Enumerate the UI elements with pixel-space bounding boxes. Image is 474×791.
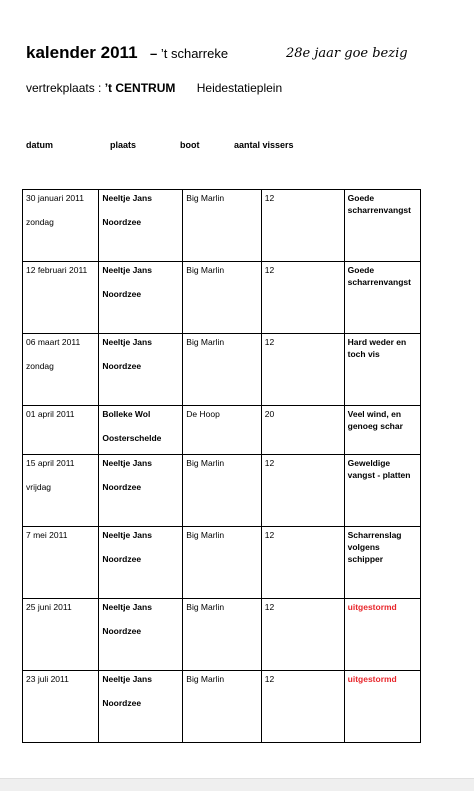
place-name: Neeltje Jans (102, 193, 152, 203)
place-cell (99, 406, 183, 455)
note-text: Hard weder en toch vis (347, 337, 407, 359)
departure-line (26, 81, 282, 95)
date-cell (23, 190, 99, 262)
place-name: Neeltje Jans (102, 458, 152, 468)
boat-name: Big Marlin (186, 530, 225, 540)
table-row (23, 527, 421, 599)
boat-cell (183, 190, 262, 262)
boat-cell (183, 406, 262, 455)
place-name: Neeltje Jans (102, 674, 152, 684)
handwritten-note: 28e jaar goe bezig (286, 46, 408, 61)
note-cell (344, 671, 420, 743)
day-text: zondag (26, 361, 54, 371)
date-text: 15 april 2011 (26, 458, 75, 468)
anglers-count: 12 (264, 458, 275, 468)
place-cell (99, 599, 183, 671)
date-text: 12 februari 2011 (26, 265, 88, 275)
date-text: 01 april 2011 (26, 409, 75, 419)
date-text: 23 juli 2011 (26, 674, 69, 684)
boat-name: Big Marlin (186, 193, 225, 203)
calendar-table (22, 189, 421, 743)
note-text: Veel wind, en genoeg schar (347, 409, 403, 431)
anglers-count: 12 (264, 530, 275, 540)
anglers-cell (261, 455, 344, 527)
boat-cell (183, 527, 262, 599)
page-title: kalender 2011 (26, 43, 138, 62)
note-text: Geweldige vangst - platten (347, 458, 411, 480)
table-row (23, 262, 421, 334)
table-row (23, 190, 421, 262)
departure-label: vertrekplaats : (26, 81, 102, 95)
boat-name: Big Marlin (186, 337, 225, 347)
day-text: vrijdag (26, 482, 52, 492)
note-text: uitgestormd (347, 602, 397, 612)
note-cell (344, 527, 420, 599)
date-cell (23, 599, 99, 671)
table-row (23, 671, 421, 743)
water-name: Noordzee (102, 554, 142, 564)
place-cell (99, 190, 183, 262)
anglers-count: 12 (264, 337, 275, 347)
date-text: 7 mei 2011 (26, 530, 68, 540)
date-cell (23, 334, 99, 406)
note-cell (344, 599, 420, 671)
place-cell (99, 527, 183, 599)
column-header-boat: boot (180, 140, 200, 150)
boat-name: Big Marlin (186, 674, 225, 684)
date-cell (23, 527, 99, 599)
anglers-count: 12 (264, 265, 275, 275)
anglers-cell (261, 334, 344, 406)
date-text: 30 januari 2011 (26, 193, 84, 203)
anglers-cell (261, 262, 344, 334)
water-name: Noordzee (102, 289, 142, 299)
anglers-cell (261, 527, 344, 599)
boat-name: Big Marlin (186, 458, 225, 468)
title-dash: – (150, 46, 158, 61)
anglers-cell (261, 190, 344, 262)
date-cell (23, 455, 99, 527)
date-cell (23, 406, 99, 455)
note-cell (344, 190, 420, 262)
boat-cell (183, 671, 262, 743)
water-name: Noordzee (102, 361, 142, 371)
note-text: Scharrenslag volgens schipper (347, 530, 402, 564)
place-name: Neeltje Jans (102, 530, 152, 540)
column-header-date: datum (26, 140, 53, 150)
table-row (23, 599, 421, 671)
boat-name: De Hoop (186, 409, 220, 419)
date-text: 06 maart 2011 (26, 337, 81, 347)
place-name: Neeltje Jans (102, 265, 152, 275)
anglers-cell (261, 599, 344, 671)
note-cell (344, 406, 420, 455)
note-cell (344, 262, 420, 334)
boat-cell (183, 334, 262, 406)
column-header-anglers: aantal vissers (234, 140, 294, 150)
water-name: Noordzee (102, 217, 142, 227)
place-cell (99, 455, 183, 527)
anglers-cell (261, 671, 344, 743)
water-name: Noordzee (102, 482, 142, 492)
note-text: uitgestormd (347, 674, 397, 684)
date-cell (23, 671, 99, 743)
note-text: Goede scharrenvangst (347, 265, 411, 287)
departure-square: Heidestatieplein (196, 81, 283, 95)
note-text: Goede scharrenvangst (347, 193, 411, 215)
place-name: Bolleke Wol (102, 409, 151, 419)
anglers-count: 12 (264, 602, 275, 612)
boat-cell (183, 455, 262, 527)
table-row (23, 455, 421, 527)
boat-name: Big Marlin (186, 265, 225, 275)
table-row (23, 406, 421, 455)
departure-place: ’t CENTRUM (104, 81, 176, 95)
water-name: Noordzee (102, 698, 142, 708)
place-name: Neeltje Jans (102, 602, 152, 612)
table-row (23, 334, 421, 406)
anglers-count: 12 (264, 674, 275, 684)
club-name (150, 46, 228, 61)
anglers-cell (261, 406, 344, 455)
date-text: 25 juni 2011 (26, 602, 72, 612)
club-name-text: ’t scharreke (160, 46, 229, 61)
boat-cell (183, 262, 262, 334)
viewer-bottom-bar (0, 778, 474, 791)
water-name: Oosterschelde (102, 433, 162, 443)
place-cell (99, 671, 183, 743)
place-cell (99, 334, 183, 406)
anglers-count: 20 (264, 409, 275, 419)
column-header-place: plaats (110, 140, 137, 150)
note-cell (344, 334, 420, 406)
boat-name: Big Marlin (186, 602, 225, 612)
day-text: zondag (26, 217, 54, 227)
note-cell (344, 455, 420, 527)
boat-cell (183, 599, 262, 671)
water-name: Noordzee (102, 626, 142, 636)
place-name: Neeltje Jans (102, 337, 152, 347)
anglers-count: 12 (264, 193, 275, 203)
place-cell (99, 262, 183, 334)
date-cell (23, 262, 99, 334)
